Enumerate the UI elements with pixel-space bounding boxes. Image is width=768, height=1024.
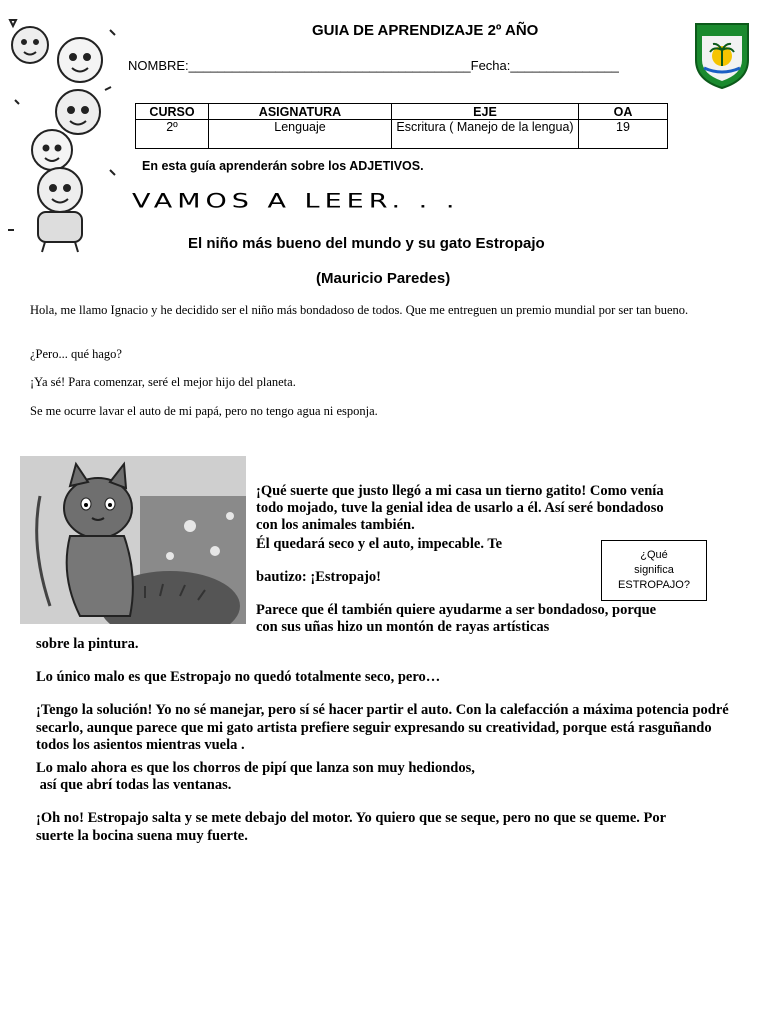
paragraph: así que abrí todas las ventanas. bbox=[36, 777, 232, 793]
header-asignatura: ASIGNATURA bbox=[209, 104, 392, 120]
cell-oa: 19 bbox=[579, 120, 668, 149]
name-date-line: NOMBRE:_______________________________________Fecha:_______________ bbox=[128, 58, 619, 73]
vamos-a-leer-heading: VAMOS A LEER. . . bbox=[132, 190, 460, 213]
story-title: El niño más bueno del mundo y su gato Estropajo bbox=[188, 235, 545, 252]
paragraph: Lo único malo es que Estropajo no quedó totalmente seco, pero… bbox=[36, 669, 441, 685]
course-info-table bbox=[135, 103, 668, 149]
guide-title: GUIA DE APRENDIZAJE 2º AÑO bbox=[312, 22, 539, 39]
school-seal-logo bbox=[692, 20, 752, 90]
side-line: ¡Qué suerte que justo llegó a mi casa un tierno gatito! Como venía bbox=[256, 483, 664, 499]
side-line: todo mojado, tuve la genial idea de usarlo a él. Así seré bondadoso bbox=[256, 500, 664, 516]
question-line: ¿Qué bbox=[640, 549, 668, 561]
side-line: con sus uñas hizo un montón de rayas artísticas bbox=[256, 619, 550, 635]
paragraph: Lo malo ahora es que los chorros de pipí que lanza son muy hediondos, bbox=[36, 760, 475, 776]
header-eje: EJE bbox=[392, 104, 579, 120]
question-line: significa bbox=[634, 564, 674, 576]
header-oa: OA bbox=[579, 104, 668, 120]
intro-text: En esta guía aprenderán sobre los ADJETIVOS. bbox=[142, 159, 424, 173]
children-illustration bbox=[0, 0, 130, 255]
paragraph: Se me ocurre lavar el auto de mi papá, pero no tengo agua ni esponja. bbox=[30, 404, 378, 418]
cell-curso: 2º bbox=[136, 120, 209, 149]
story-author: (Mauricio Paredes) bbox=[316, 270, 451, 287]
paragraph: sobre la pintura. bbox=[36, 636, 139, 652]
question-box bbox=[601, 540, 707, 601]
paragraph: ¡Ya sé! Para comenzar, seré el mejor hijo del planeta. bbox=[30, 375, 296, 389]
paragraph: Hola, me llamo Ignacio y he decidido ser el niño más bondadoso de todos. Que me entreguen un premio mundial por ser tan bueno. bbox=[30, 303, 689, 317]
header-curso: CURSO bbox=[136, 104, 209, 120]
side-line: bautizo: ¡Estropajo! bbox=[256, 569, 381, 585]
cell-asignatura: Lenguaje bbox=[209, 120, 392, 149]
cell-eje: Escritura ( Manejo de la lengua) bbox=[392, 120, 579, 149]
paragraph: ¡Oh no! Estropajo salta y se mete debajo del motor. Yo quiero que se seque, pero no que se queme. Por suerte la bocina suena muy fuerte. bbox=[36, 810, 666, 844]
paragraph: ¡Tengo la solución! Yo no sé manejar, pero sí sé hacer partir el auto. Con la calefacción a máxima potencia podré secarlo, aunque parece que mi gato artista prefiere seguir expresando su creatividad, porque está rasguñando todos los asientos mientras vuela . bbox=[36, 702, 729, 753]
side-line: Parece que él también quiere ayudarme a ser bondadoso, porque bbox=[256, 602, 657, 618]
table-row bbox=[136, 120, 668, 149]
paragraph: ¿Pero... qué hago? bbox=[30, 347, 122, 361]
question-line: ESTROPAJO? bbox=[618, 579, 690, 591]
table-header-row bbox=[136, 104, 668, 120]
side-line: Él quedará seco y el auto, impecable. Te bbox=[256, 536, 503, 552]
side-line: con los animales también. bbox=[256, 517, 415, 533]
cat-illustration bbox=[20, 456, 246, 624]
